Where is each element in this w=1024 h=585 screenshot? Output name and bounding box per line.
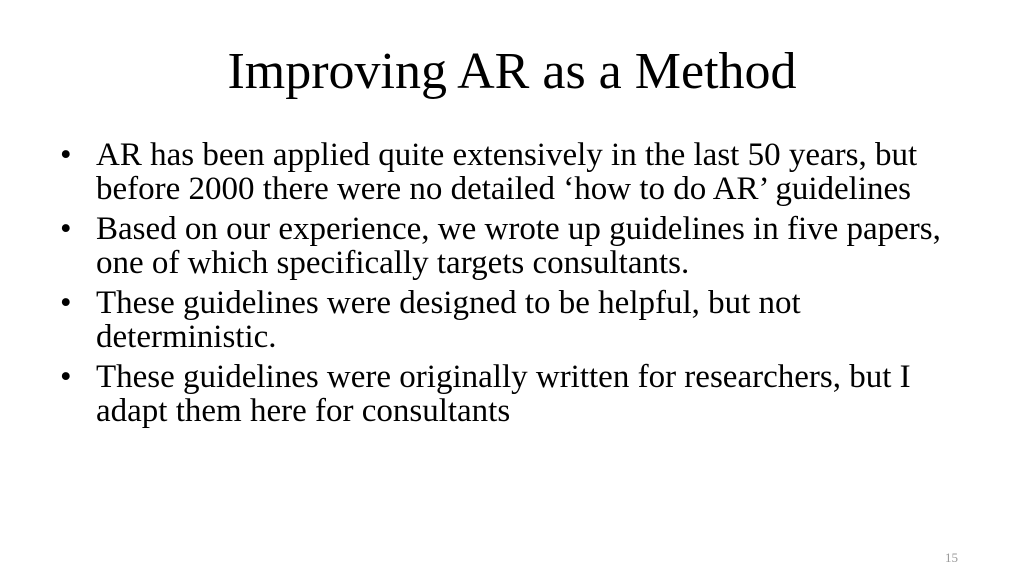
bullet-item — [56, 360, 956, 428]
bullet-item — [56, 138, 956, 206]
page-number: 15 — [945, 550, 958, 565]
bullet-icon: • — [60, 285, 72, 321]
bullet-icon: • — [60, 211, 72, 247]
slide-title: Improving AR as a Method — [227, 43, 797, 100]
bullet-item — [56, 212, 956, 280]
bullet-text: These guidelines were designed to be helpful, but not deterministic. — [96, 285, 801, 355]
bullet-text: These guidelines were originally written for researchers, but I adapt them here for consultants — [96, 359, 911, 429]
bullet-list — [56, 138, 956, 434]
bullet-icon: • — [60, 359, 72, 395]
bullet-text: AR has been applied quite extensively in the last 50 years, but before 2000 there were no detailed ‘how to do AR’ guidelines — [96, 137, 918, 207]
bullet-icon: • — [60, 137, 72, 173]
bullet-text: Based on our experience, we wrote up guidelines in five papers, one of which specifically targets consultants. — [96, 211, 941, 281]
bullet-item — [56, 286, 956, 354]
